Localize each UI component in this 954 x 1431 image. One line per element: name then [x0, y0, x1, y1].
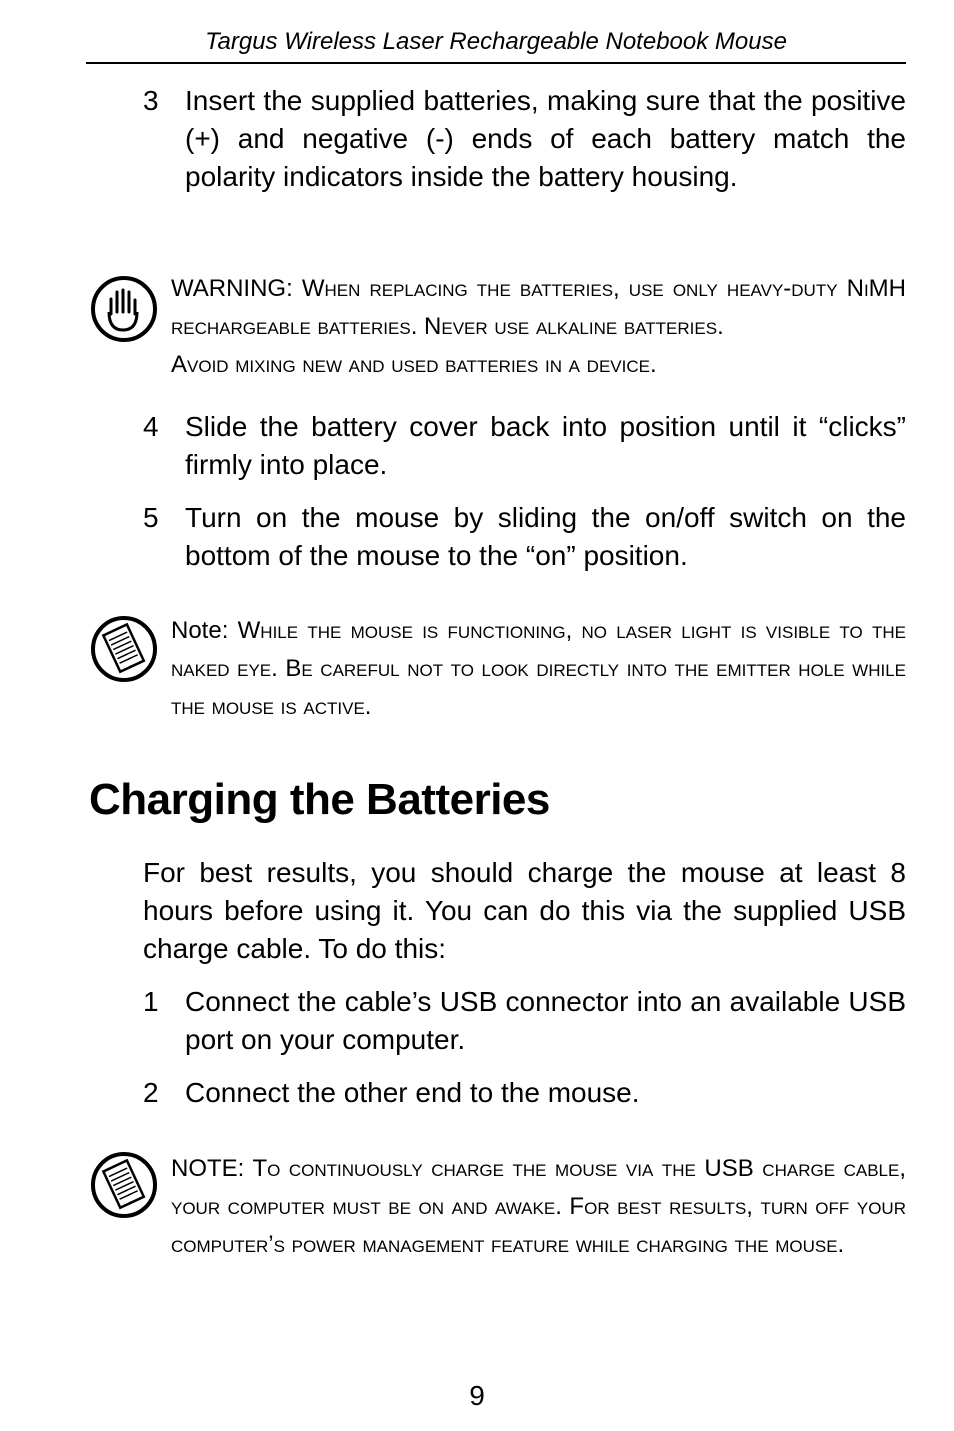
note-1	[171, 612, 906, 726]
step-number: 5	[143, 502, 159, 533]
step-number: 1	[143, 986, 159, 1017]
warning-label: WARNING:	[171, 275, 293, 302]
hand-stop-icon	[89, 274, 159, 344]
warning-text-2: Avoid mixing new and used batteries in a device.	[171, 351, 657, 378]
intro-paragraph: For best results, you should charge the mouse at least 8 hours before using it. You can do this via the supplied USB charge cable. To do this:	[143, 857, 906, 964]
warning-text-1: When replacing the batteries, use only heavy-duty NiMH rechargeable batteries. Never use alkaline batteries.	[171, 275, 907, 340]
step-text: Slide the battery cover back into position until it “clicks” firmly into place.	[185, 411, 906, 480]
note-text: To continuously charge the mouse via the USB charge cable, your computer must be on and awake. For best results, turn off your computer’s power management feature while charging the mouse.	[171, 1155, 906, 1258]
step-3	[143, 82, 906, 196]
step-number: 4	[143, 411, 159, 442]
note-label: Note:	[171, 617, 229, 644]
step-text: Turn on the mouse by sliding the on/off switch on the bottom of the mouse to the “on” position.	[185, 502, 906, 571]
running-header: Targus Wireless Laser Rechargeable Notebook Mouse	[205, 28, 787, 55]
note-text: While the mouse is functioning, no laser light is visible to the naked eye. Be careful not to look directly into the emitter hole while the mouse is active.	[171, 617, 906, 720]
header-rule	[86, 62, 906, 64]
notepad-icon	[89, 614, 159, 684]
step-number: 3	[143, 85, 159, 116]
step-1	[143, 983, 906, 1059]
step-4	[143, 408, 906, 484]
step-text: Insert the supplied batteries, making sure that the positive (+) and negative (-) ends of each battery match the polarity indicators inside the battery housing.	[185, 85, 906, 192]
step-text: Connect the other end to the mouse.	[185, 1077, 640, 1108]
step-text: Connect the cable’s USB connector into an available USB port on your computer.	[185, 986, 906, 1055]
step-2	[143, 1074, 906, 1112]
page-number: 9	[469, 1380, 485, 1411]
note-label: NOTE:	[171, 1155, 245, 1182]
note-2	[171, 1150, 906, 1264]
warning-notice	[171, 270, 906, 384]
section-title: Charging the Batteries	[89, 775, 550, 824]
step-number: 2	[143, 1077, 159, 1108]
step-5	[143, 499, 906, 575]
notepad-icon	[89, 1150, 159, 1220]
